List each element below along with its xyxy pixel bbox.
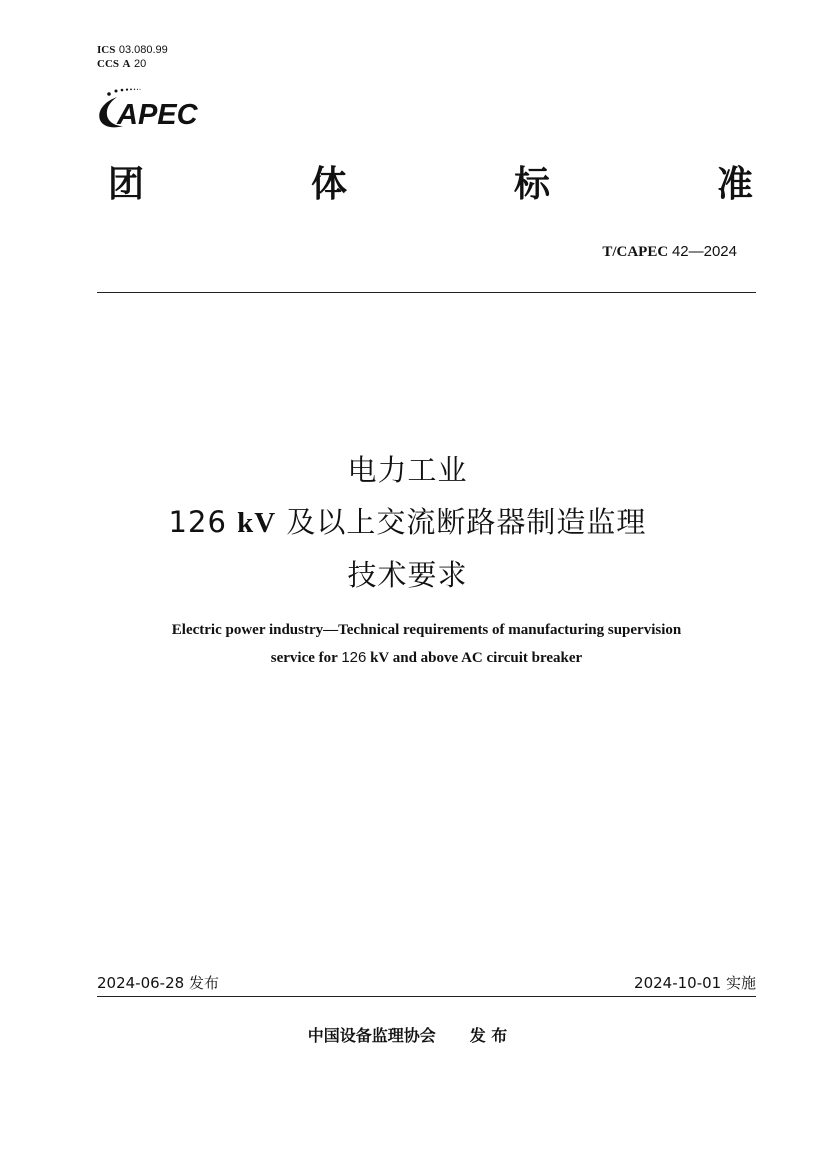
chinese-title xyxy=(97,444,718,601)
title-line-3: 技术要求 xyxy=(347,558,468,592)
issuer-action: 发 布 xyxy=(469,1026,508,1045)
publish-date: 2024-06-28 发布 xyxy=(97,974,219,992)
standard-type-char: 体 xyxy=(310,164,347,205)
issuer-name: 中国设备监理协会 xyxy=(307,1026,436,1045)
footer-divider xyxy=(97,996,756,997)
standard-number: T/CAPEC 42—2024 xyxy=(602,243,737,260)
implement-date: 2024-10-01 实施 xyxy=(634,974,756,992)
standard-type-char: 准 xyxy=(716,164,753,205)
english-title-line-1: Electric power industry—Technical requirements of manufacturing supervision xyxy=(171,622,682,638)
standard-type-char: 标 xyxy=(513,164,550,205)
header-divider xyxy=(97,292,756,293)
issuer-line xyxy=(0,1023,815,1046)
standard-type-char: 团 xyxy=(108,164,145,205)
standard-type-title xyxy=(108,163,753,207)
english-title xyxy=(97,617,756,672)
title-line-1: 电力工业 xyxy=(347,453,468,487)
english-title-line-2: service for 126 kV and above AC circuit breaker xyxy=(270,649,583,666)
ccs-code: CCS A 20 xyxy=(97,58,147,70)
title-line-2: 126 kV 及以上交流断路器制造监理 xyxy=(168,505,647,539)
logo-text: APEC xyxy=(117,99,198,131)
ics-code: ICS 03.080.99 xyxy=(97,44,168,56)
capec-logo xyxy=(95,82,220,132)
classification-codes xyxy=(97,43,168,71)
